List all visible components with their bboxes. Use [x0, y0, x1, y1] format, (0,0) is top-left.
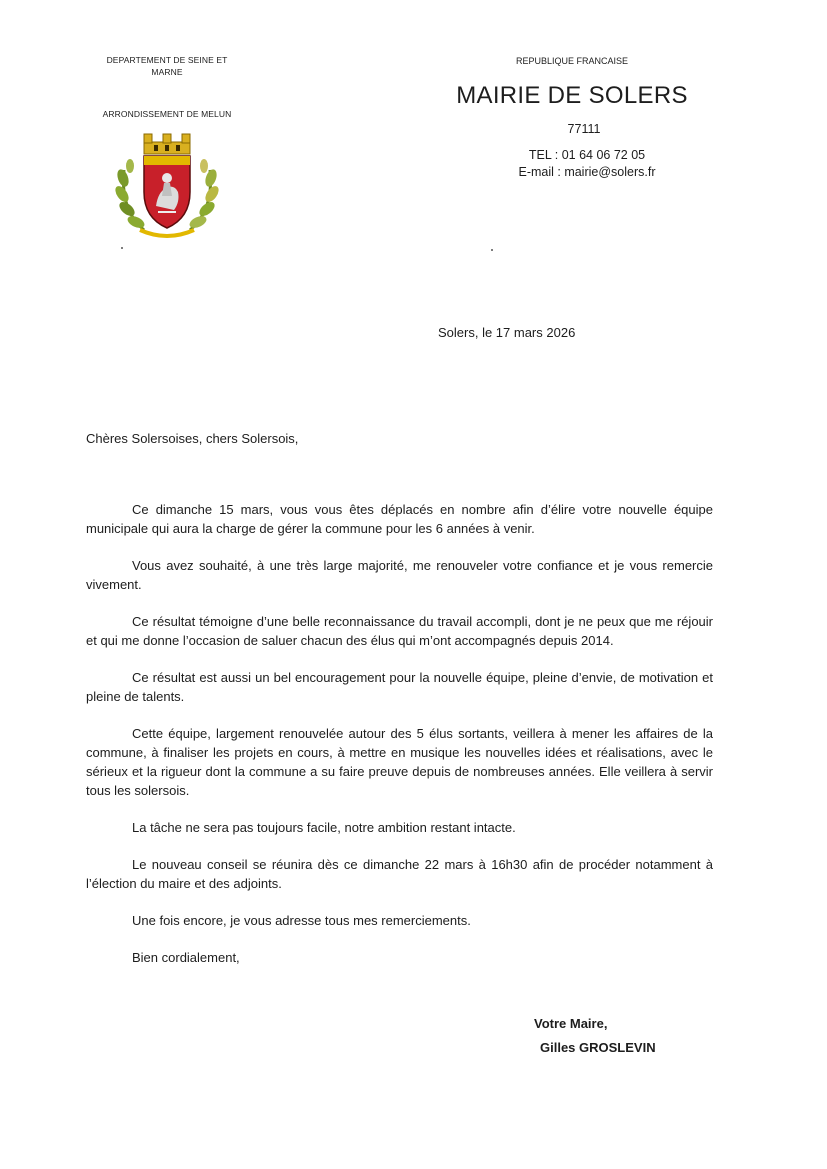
signature-block [534, 1012, 656, 1060]
mural-crown-icon [144, 134, 190, 154]
email-address: E-mail : mairie@solers.fr [518, 165, 656, 179]
paragraph: Une fois encore, je vous adresse tous mes remerciements. [132, 913, 471, 928]
department-label: DEPARTEMENT DE SEINE ET MARNE [106, 55, 228, 77]
postal-code: 77111 [567, 122, 601, 136]
paragraph: Ce résultat est aussi un bel encouragement pour la nouvelle équipe, pleine d’envie, de motivation et pleine de talents. [86, 670, 713, 704]
signature-name: Gilles GROSLEVIN [540, 1040, 656, 1055]
coat-of-arms-icon [114, 130, 220, 240]
header-right [442, 55, 702, 179]
paragraph: Ce résultat témoigne d’une belle reconnaissance du travail accompli, dont je ne peux que me réjouir et qui me donne l’occasion de saluer chacun des élus qui m’ont accompagnés depuis 2014. [86, 614, 713, 648]
paragraph: Cette équipe, largement renouvelée autour des 5 élus sortants, veillera à mener les affaires de la commune, à finaliser les projets en cours, à mettre en musique les nouvelles idées et réalisations, avec le sérieux et la rigueur dont la commune a su faire preuve depuis de nombreuses années. Elle veillera à servir tous les solersois. [86, 726, 713, 798]
header-left [92, 54, 242, 120]
laurel-right-icon [188, 159, 220, 230]
scan-dot [121, 247, 123, 249]
mairie-title: MAIRIE DE SOLERS [456, 82, 688, 109]
paragraph: La tâche ne sera pas toujours facile, notre ambition restant intacte. [132, 820, 516, 835]
republic-label: REPUBLIQUE FRANCAISE [515, 56, 629, 66]
letter-body [86, 500, 713, 985]
signature-role: Votre Maire, [534, 1016, 608, 1031]
paragraph: Vous avez souhaité, à une très large majorité, me renouveler votre confiance et je vous remercie vivement. [86, 558, 713, 592]
date-line: Solers, le 17 mars 2026 [438, 325, 576, 340]
greeting: Chères Solersoises, chers Solersois, [86, 431, 299, 446]
paragraph: Ce dimanche 15 mars, vous vous êtes déplacés en nombre afin d’élire votre nouvelle équipe municipale qui aura la charge de gérer la commune pour les 6 années à venir. [86, 502, 713, 536]
laurel-left-icon [114, 159, 146, 230]
arrondissement-label: ARRONDISSEMENT DE MELUN [102, 109, 232, 119]
paragraph: Le nouveau conseil se réunira dès ce dimanche 22 mars à 16h30 afin de procéder notamment à l’élection du maire et des adjoints. [86, 857, 713, 891]
scan-dot [491, 249, 493, 251]
closing: Bien cordialement, [132, 950, 240, 965]
phone-number: TEL : 01 64 06 72 05 [528, 148, 646, 162]
